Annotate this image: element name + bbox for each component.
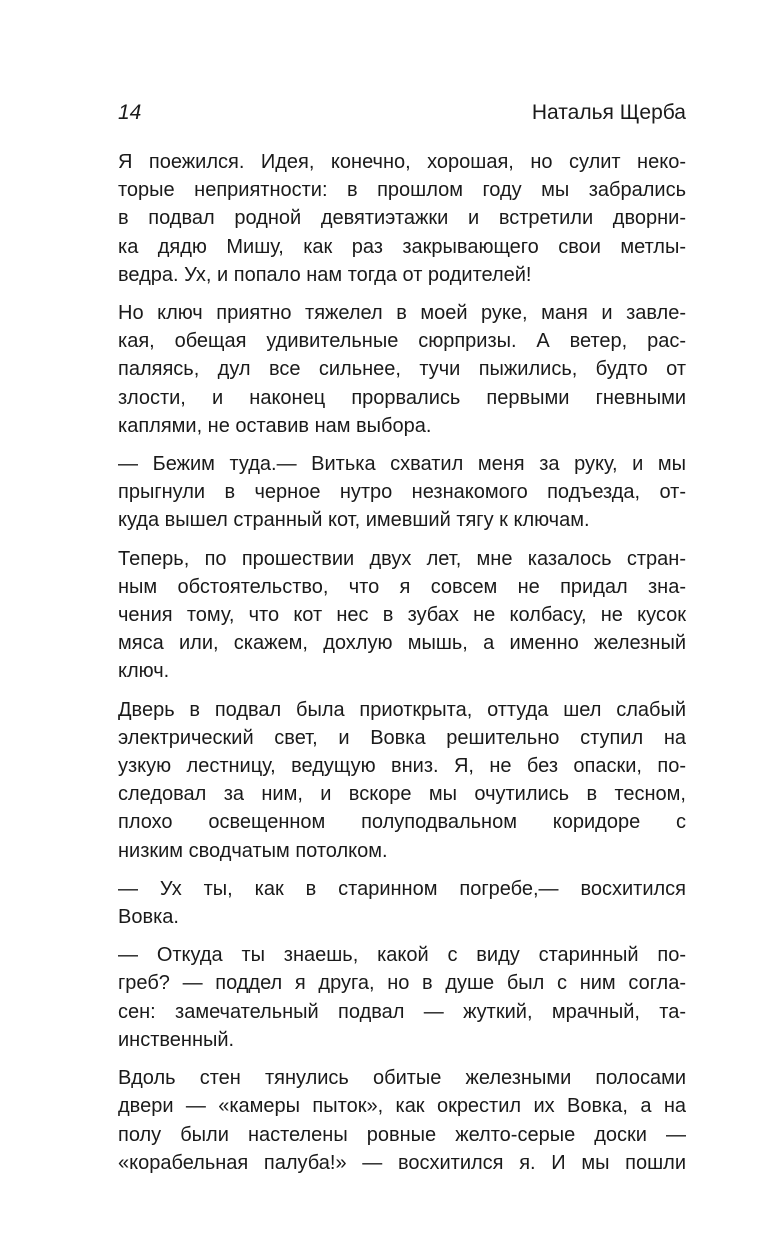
text-line: ным обстоятельство, что я совсем не придал зна-	[118, 575, 686, 598]
text-line: ка дядю Мишу, как раз закрывающего свои метлы-	[118, 235, 686, 258]
text-line: сен: замечательный подвал — жуткий, мрачный, та-	[118, 1000, 686, 1023]
paragraph	[118, 696, 686, 865]
text-line: мяса или, скажем, дохлую мышь, а именно железный	[118, 632, 686, 655]
text-line: в подвал родной девятиэтажки и встретили дворни-	[118, 207, 686, 230]
author-name: Наталья Щерба	[531, 101, 686, 124]
body-text	[118, 148, 686, 1177]
text-line: следовал за ним, и вскоре мы очутились в тесном,	[118, 783, 686, 806]
text-line: Я поежился. Идея, конечно, хорошая, но сулит неко-	[118, 151, 686, 173]
paragraph	[118, 450, 686, 535]
text-line: низким сводчатым потолком.	[118, 839, 388, 862]
text-line: инственный.	[118, 1028, 235, 1051]
text-line: ключ.	[118, 660, 170, 683]
text-line: полу были настелены ровные желто-серые доски —	[118, 1123, 686, 1146]
paragraph	[118, 941, 686, 1054]
text-line: — Откуда ты знаешь, какой с виду старинный по-	[118, 944, 686, 967]
paragraph	[118, 299, 686, 440]
text-line: «корабельная палуба!» — восхитился я. И мы пошли	[118, 1151, 686, 1174]
text-line: Но ключ приятно тяжелел в моей руке, маня и завле-	[118, 302, 686, 325]
text-line: электрический свет, и Вовка решительно ступил на	[118, 726, 686, 749]
paragraph	[118, 875, 686, 931]
text-line: Вовка.	[118, 906, 179, 929]
text-line: ведра. Ух, и попало нам тогда от родителей!	[118, 263, 532, 286]
text-line: кая, обещая удивительные сюрпризы. А ветер, рас-	[118, 330, 686, 353]
text-line: торые неприятности: в прошлом году мы забрались	[118, 179, 686, 202]
page-number: 14	[118, 101, 142, 124]
text-line: двери — «камеры пыток», как окрестил их Вовка, а на	[118, 1095, 686, 1118]
text-line: злости, и наконец прорвались первыми гневными	[118, 386, 686, 409]
text-line: Теперь, по прошествии двух лет, мне казалось стран-	[118, 547, 686, 570]
text-line: — Бежим туда.— Витька схватил меня за руку, и мы	[118, 453, 686, 476]
text-line: куда вышел странный кот, имевший тягу к ключам.	[118, 509, 590, 532]
text-line: — Ух ты, как в старинном погребе,— восхитился	[118, 877, 686, 900]
text-line: чения тому, что кот нес в зубах не колбасу, не кусок	[118, 604, 686, 627]
text-line: каплями, не оставив нам выбора.	[118, 414, 432, 437]
text-line: греб? — поддел я друга, но в душе был с ним согла-	[118, 972, 686, 995]
book-page	[118, 98, 686, 1187]
running-head	[118, 98, 686, 128]
text-line: узкую лестницу, ведущую вниз. Я, не без опаски, по-	[118, 755, 686, 778]
text-line: Вдоль стен тянулись обитые железными полосами	[118, 1067, 686, 1090]
paragraph	[118, 1064, 686, 1177]
paragraph	[118, 545, 686, 686]
paragraph	[118, 148, 686, 289]
text-line: плохо освещенном полуподвальном коридоре с	[118, 811, 686, 834]
text-line: паляясь, дул все сильнее, тучи пыжились, будто от	[118, 358, 686, 381]
text-line: Дверь в подвал была приоткрыта, оттуда шел слабый	[118, 698, 686, 721]
text-line: прыгнули в черное нутро незнакомого подъезда, от-	[118, 481, 686, 504]
